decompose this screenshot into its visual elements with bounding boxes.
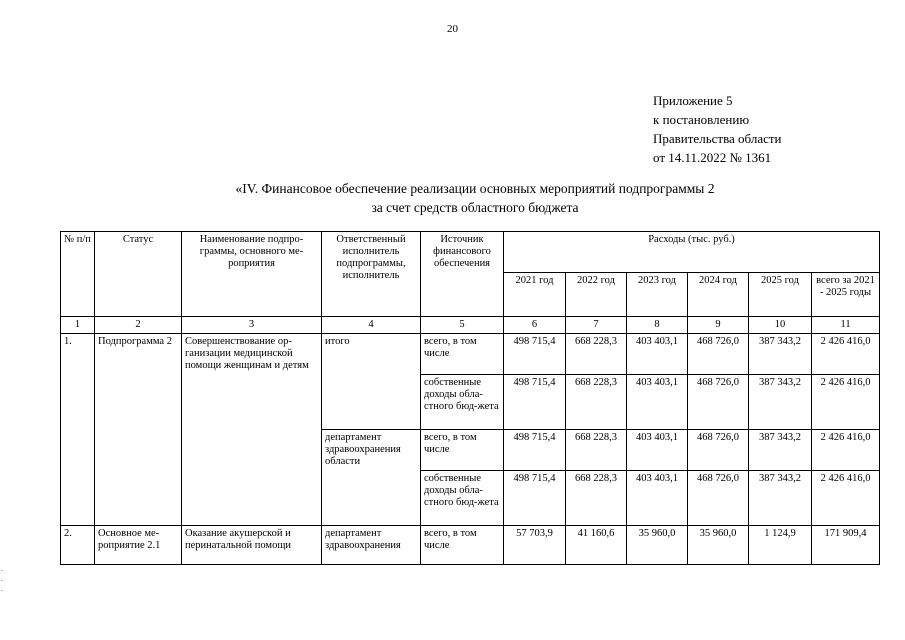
cell-value: 1 124,9 — [749, 526, 812, 565]
cell-value: 35 960,0 — [627, 526, 688, 565]
cell-value: 403 403,1 — [627, 430, 688, 471]
row-executor: департамент здравоохранения — [322, 526, 421, 565]
header-year: 2022 год — [566, 273, 627, 317]
header-status: Статус — [95, 232, 182, 317]
cell-value: 41 160,6 — [566, 526, 627, 565]
budget-table — [60, 231, 880, 565]
cell-value: 468 726,0 — [688, 375, 749, 430]
header-year: 2021 год — [504, 273, 566, 317]
appendix-line: Приложение 5 — [653, 93, 733, 108]
cell-value: 387 343,2 — [749, 430, 812, 471]
cell-value: 403 403,1 — [627, 334, 688, 375]
cell-value: 498 715,4 — [504, 375, 566, 430]
header-name: Наименование подпро-граммы, основного ме-роприятия — [182, 232, 322, 317]
scan-edge-marks: - - - — [1, 568, 3, 594]
appendix-line: от 14.11.2022 № 1361 — [653, 150, 772, 165]
row-source: всего, в том числе — [421, 430, 504, 471]
column-number: 8 — [627, 317, 688, 334]
column-number: 3 — [182, 317, 322, 334]
section-title-line: «IV. Финансовое обеспечение реализации основных мероприятий подпрограммы 2 — [235, 181, 715, 196]
cell-value: 57 703,9 — [504, 526, 566, 565]
row-num: 2. — [61, 526, 95, 565]
header-source: Источник финансового обеспечения — [421, 232, 504, 317]
row-num: 1. — [61, 334, 95, 526]
cell-value: 2 426 416,0 — [812, 375, 880, 430]
cell-value: 498 715,4 — [504, 430, 566, 471]
cell-value: 35 960,0 — [688, 526, 749, 565]
row-status: Подпрограмма 2 — [95, 334, 182, 526]
cell-value: 668 228,3 — [566, 334, 627, 375]
cell-value: 387 343,2 — [749, 375, 812, 430]
cell-value: 498 715,4 — [504, 471, 566, 526]
page-number: 20 — [447, 23, 458, 35]
header-year: 2023 год — [627, 273, 688, 317]
row-source: собственные доходы обла-стного бюд-жета — [421, 471, 504, 526]
cell-value: 2 426 416,0 — [812, 334, 880, 375]
row-executor: департамент здравоохранения области — [322, 430, 421, 526]
column-number: 1 — [61, 317, 95, 334]
cell-value: 2 426 416,0 — [812, 471, 880, 526]
header-num: № п/п — [61, 232, 95, 317]
cell-value: 668 228,3 — [566, 430, 627, 471]
row-source: собственные доходы обла-стного бюд-жета — [421, 375, 504, 430]
cell-value: 668 228,3 — [566, 375, 627, 430]
row-status: Основное ме-роприятие 2.1 — [95, 526, 182, 565]
cell-value: 2 426 416,0 — [812, 430, 880, 471]
appendix-line: Правительства области — [653, 131, 782, 146]
cell-value: 403 403,1 — [627, 375, 688, 430]
header-year: 2024 год — [688, 273, 749, 317]
appendix-block — [653, 91, 782, 167]
row-executor: итого — [322, 334, 421, 430]
cell-value: 403 403,1 — [627, 471, 688, 526]
cell-value: 468 726,0 — [688, 430, 749, 471]
column-number: 10 — [749, 317, 812, 334]
section-title-line: за счет средств областного бюджета — [371, 200, 579, 215]
row-source: всего, в том числе — [421, 526, 504, 565]
table-row — [61, 334, 880, 375]
row-name: Совершенствование ор-ганизации медицинской помощи женщинам и детям — [182, 334, 322, 526]
row-name: Оказание акушерской и перинатальной помощи — [182, 526, 322, 565]
header-row — [61, 232, 880, 273]
header-year: 2025 год — [749, 273, 812, 317]
cell-value: 468 726,0 — [688, 334, 749, 375]
cell-value: 498 715,4 — [504, 334, 566, 375]
header-year-total: всего за 2021 - 2025 годы — [812, 273, 880, 317]
cell-value: 387 343,2 — [749, 471, 812, 526]
appendix-line: к постановлению — [653, 112, 750, 127]
column-number: 2 — [95, 317, 182, 334]
column-number: 5 — [421, 317, 504, 334]
section-title — [160, 179, 790, 217]
table-row — [61, 526, 880, 565]
header-executor: Ответственный исполнитель подпрограммы, исполнитель — [322, 232, 421, 317]
column-number: 6 — [504, 317, 566, 334]
column-number: 4 — [322, 317, 421, 334]
column-numbers-row — [61, 317, 880, 334]
row-source: всего, в том числе — [421, 334, 504, 375]
cell-value: 468 726,0 — [688, 471, 749, 526]
cell-value: 668 228,3 — [566, 471, 627, 526]
cell-value: 171 909,4 — [812, 526, 880, 565]
column-number: 11 — [812, 317, 880, 334]
column-number: 9 — [688, 317, 749, 334]
column-number: 7 — [566, 317, 627, 334]
header-expenses: Расходы (тыс. руб.) — [504, 232, 880, 273]
cell-value: 387 343,2 — [749, 334, 812, 375]
